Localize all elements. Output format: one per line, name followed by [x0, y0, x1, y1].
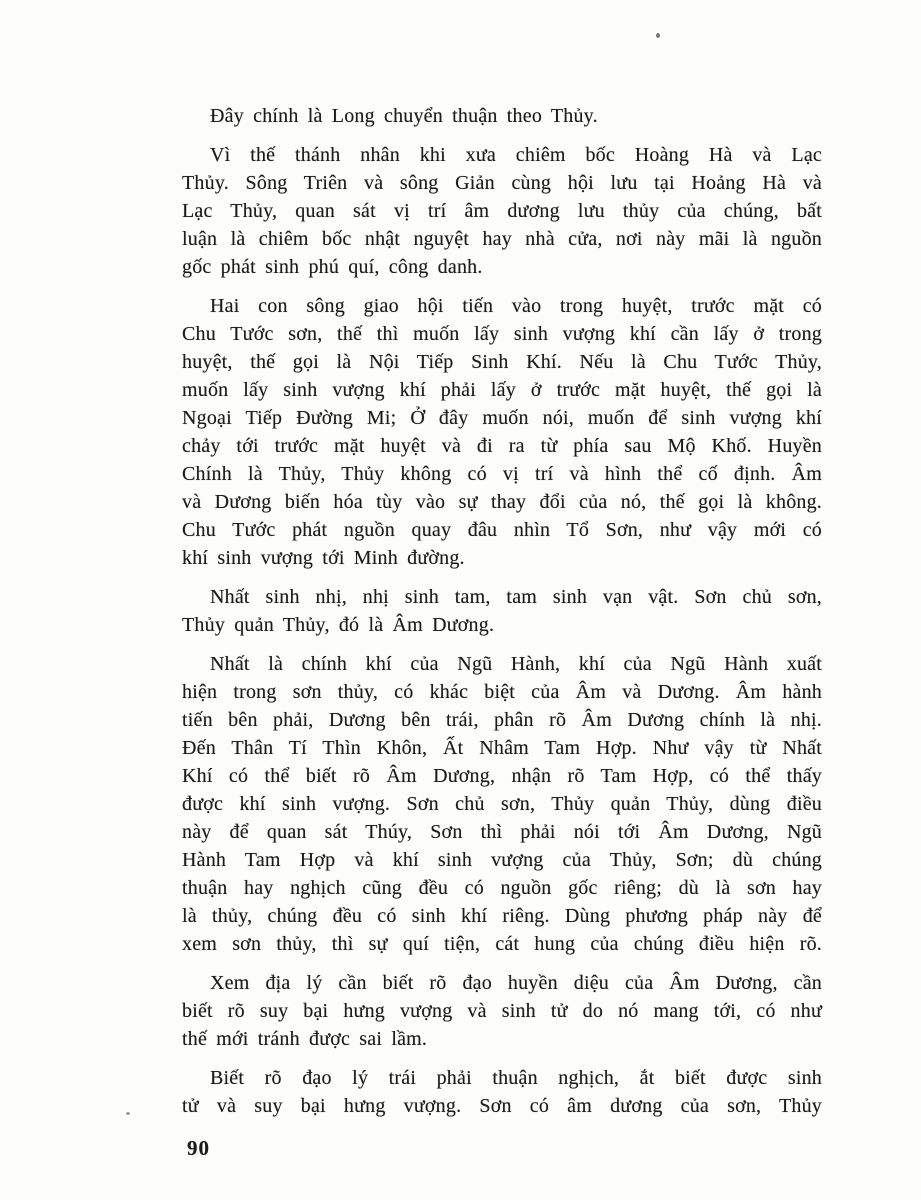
text-line: gốc phát sinh phú quí, công danh. [182, 256, 483, 278]
text-line: được khí sinh vượng. Sơn chủ sơn, Thủy quản Thủy, dùng điều [182, 793, 822, 815]
text-line: khí sinh vượng tới Minh đường. [182, 547, 465, 569]
text-line: Đây chính là Long chuyển thuận theo Thủy. [210, 105, 598, 127]
text-line: Khí có thể biết rõ Âm Dương, nhận rõ Tam Hợp, có thể thấy [182, 765, 822, 787]
paragraph [182, 969, 822, 1053]
text-line: Vì thế thánh nhân khi xưa chiêm bốc Hoàng Hà và Lạc [210, 144, 822, 166]
text-line: chảy tới trước mặt huyệt và đi ra từ phía sau Mộ Khố. Huyền [182, 435, 822, 457]
text-line: Nhất sinh nhị, nhị sinh tam, tam sinh vạn vật. Sơn chủ sơn, [210, 586, 822, 608]
text-line: muốn lấy sinh vượng khí phải lấy ở trước mặt huyệt, thế gọi là [182, 379, 822, 401]
text-line: Chính là Thủy, Thủy không có vị trí và hình thể cố định. Âm [182, 463, 822, 485]
page-number: 90 [187, 1136, 210, 1160]
text-line: Hai con sông giao hội tiến vào trong huyệt, trước mặt có [210, 295, 822, 317]
text-line: thế mới tránh được sai lầm. [182, 1028, 428, 1050]
text-line: Xem địa lý cần biết rõ đạo huyền diệu của Âm Dương, cần [210, 972, 822, 994]
text-line: huyệt, thế gọi là Nội Tiếp Sinh Khí. Nếu là Chu Tước Thủy, [182, 351, 822, 373]
paragraph [182, 141, 822, 281]
paragraph [182, 583, 822, 639]
text-line: Thủy. Sông Triên và sông Giản cùng hội lưu tại Hoảng Hà và [182, 172, 822, 194]
text-line: này để quan sát Thúy, Sơn thì phải nói tới Âm Dương, Ngũ [182, 821, 822, 843]
text-line: tử và suy bại hưng vượng. Sơn có âm dương của sơn, Thủy [182, 1095, 822, 1117]
text-line: Hành Tam Hợp và khí sinh vượng của Thủy, Sơn; dù chúng [182, 849, 822, 871]
scan-speck-icon [126, 1112, 130, 1115]
paragraph [182, 102, 822, 130]
text-line: xem sơn thủy, thì sự quí tiện, cát hung của chúng điều hiện rõ. [182, 933, 822, 955]
text-line: biết rõ suy bại hưng vượng và sinh tử do nó mang tới, có như [182, 1000, 822, 1022]
scan-speck-icon [656, 33, 660, 38]
text-line: Biết rõ đạo lý trái phải thuận nghịch, ắt biết được sinh [210, 1067, 822, 1089]
text-line: thuận hay nghịch cũng đều có nguồn gốc riêng; dù là sơn hay [182, 877, 822, 899]
text-line: Ngoại Tiếp Đường Mi; Ở đây muốn nói, muốn để sinh vượng khí [182, 407, 822, 429]
paragraph [182, 650, 822, 958]
paragraph [182, 1064, 822, 1120]
text-line: Chu Tước phát nguồn quay đâu nhìn Tổ Sơn, như vậy mới có [182, 519, 822, 541]
text-line: Nhất là chính khí của Ngũ Hành, khí của Ngũ Hành xuất [210, 653, 822, 675]
text-line: hiện trong sơn thủy, có khác biệt của Âm và Dương. Âm hành [182, 681, 822, 703]
text-line: Đến Thân Tí Thìn Khôn, Ất Nhâm Tam Hợp. Như vậy từ Nhất [182, 737, 822, 759]
text-line: Chu Tước sơn, thế thì muốn lấy sinh vượng khí cần lấy ở trong [182, 323, 822, 345]
text-line: là thủy, chúng đều có sinh khí riêng. Dùng phương pháp này để [182, 905, 822, 927]
text-line: luận là chiêm bốc nhật nguyệt hay nhà cửa, nơi này mãi là nguồn [182, 228, 822, 250]
paragraph [182, 292, 822, 572]
text-line: tiến bên phải, Dương bên trái, phân rõ Âm Dương chính là nhị. [182, 709, 822, 731]
text-block [182, 102, 822, 1120]
text-line: Thủy quản Thủy, đó là Âm Dương. [182, 614, 495, 636]
text-line: Lạc Thủy, quan sát vị trí âm dương lưu thủy của chúng, bất [182, 200, 822, 222]
text-line: và Dương biến hóa tùy vào sự thay đổi của nó, thế gọi là không. [182, 491, 822, 513]
